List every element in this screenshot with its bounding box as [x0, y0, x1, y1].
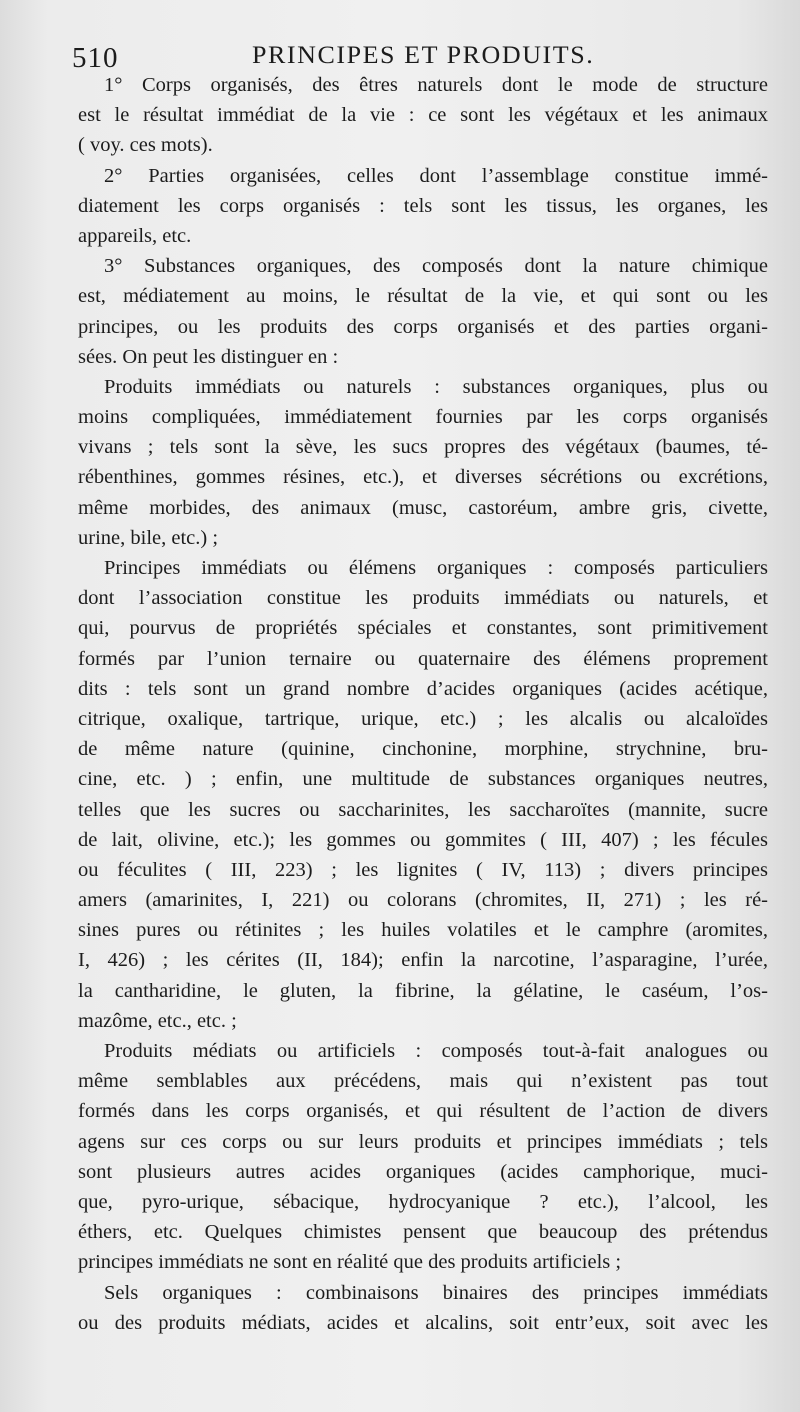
text-line: Produits immédiats ou naturels : substances organiques, plus ou [104, 375, 768, 398]
text-line: la cantharidine, le gluten, la fibrine, la gélatine, le caséum, l’os- [78, 979, 768, 1002]
text-line: que, pyro-urique, sébacique, hydrocyanique ? etc.), l’alcool, les [78, 1190, 768, 1213]
text-line: de même nature (quinine, cinchonine, morphine, strychnine, bru- [78, 738, 768, 761]
text-line: sées. On peut les distinguer en : [78, 345, 339, 368]
text-line: rébenthines, gommes résines, etc.), et diverses sécrétions ou excrétions, [78, 466, 768, 489]
text-line: diatement les corps organisés : tels sont les tissus, les organes, les [78, 194, 768, 217]
text-line: même semblables aux précédens, mais qui n’existent pas tout [78, 1070, 768, 1093]
text-line: mazôme, etc., etc. ; [78, 1009, 237, 1032]
text-line: ( voy. ces mots). [78, 134, 213, 157]
text-line: cine, etc. ) ; enfin, une multitude de substances organiques neutres, [78, 768, 768, 791]
text-line: I, 426) ; les cérites (II, 184); enfin la narcotine, l’asparagine, l’urée, [78, 949, 768, 972]
text-line: éthers, etc. Quelques chimistes pensent que beaucoup des prétendus [78, 1221, 768, 1244]
text-line: principes immédiats ne sont en réalité que des produits artificiels ; [78, 1251, 622, 1274]
text-line: moins compliquées, immédiatement fournies par les corps organisés [78, 406, 768, 429]
text-line: vivans ; tels sont la sève, les sucs propres des végétaux (baumes, té- [78, 436, 768, 459]
text-line: 2° Parties organisées, celles dont l’assemblage constitue immé- [104, 164, 768, 187]
text-line: amers (amarinites, I, 221) ou colorans (chromites, II, 271) ; les ré- [78, 889, 768, 912]
text-line: ou des produits médiats, acides et alcalins, soit entr’eux, soit avec les [78, 1311, 768, 1334]
text-line: Principes immédiats ou élémens organiques : composés particuliers [104, 557, 768, 579]
text-line: 1° Corps organisés, des êtres naturels dont le mode de structure [104, 74, 768, 96]
text-line: ou féculites ( III, 223) ; les lignites ( IV, 113) ; divers principes [78, 858, 768, 881]
page-number: 510 [72, 42, 119, 74]
text-line: Sels organiques : combinaisons binaires des principes immédiats [104, 1281, 768, 1304]
text-line: 3° Substances organiques, des composés dont la nature chimique [104, 255, 768, 278]
text-line: qui, pourvus de propriétés spéciales et constantes, sont primitivement [78, 617, 768, 640]
text-line: est le résultat immédiat de la vie : ce sont les végétaux et les animaux [78, 104, 768, 127]
text-line: telles que les sucres ou saccharinites, les saccharoïtes (mannite, sucre [78, 798, 768, 821]
text-line: sont plusieurs autres acides organiques (acides camphorique, muci- [78, 1160, 768, 1183]
text-line: urine, bile, etc.) ; [78, 526, 219, 549]
text-line: appareils, etc. [78, 224, 192, 247]
text-line: sines pures ou rétinites ; les huiles volatiles et le camphre (aromites, [78, 919, 768, 942]
text-line: citrique, oxalique, tartrique, urique, etc.) ; les alcalis ou alcaloïdes [78, 707, 768, 730]
text-line: formés par l’union ternaire ou quaternaire des élémens proprement [78, 647, 768, 670]
body-text [78, 70, 768, 1338]
text-line: Produits médiats ou artificiels : composés tout-à-fait analogues ou [104, 1040, 768, 1062]
running-title: PRINCIPES ET PRODUITS. [252, 42, 595, 69]
text-line: agens sur ces corps ou sur leurs produits et principes immédiats ; tels [78, 1130, 768, 1153]
text-line: est, médiatement au moins, le résultat de la vie, et qui sont ou les [78, 285, 768, 308]
text-line: de lait, olivine, etc.); les gommes ou gommites ( III, 407) ; les fécules [78, 828, 768, 851]
text-line: formés dans les corps organisés, et qui résultent de l’action de divers [78, 1100, 768, 1123]
text-line: principes, ou les produits des corps organisés et des parties organi- [78, 315, 768, 338]
text-line: dits : tels sont un grand nombre d’acides organiques (acides acétique, [78, 677, 768, 700]
text-line: dont l’association constitue les produits immédiats ou naturels, et [78, 587, 768, 610]
text-line: même morbides, des animaux (musc, castoréum, ambre gris, civette, [78, 496, 768, 519]
